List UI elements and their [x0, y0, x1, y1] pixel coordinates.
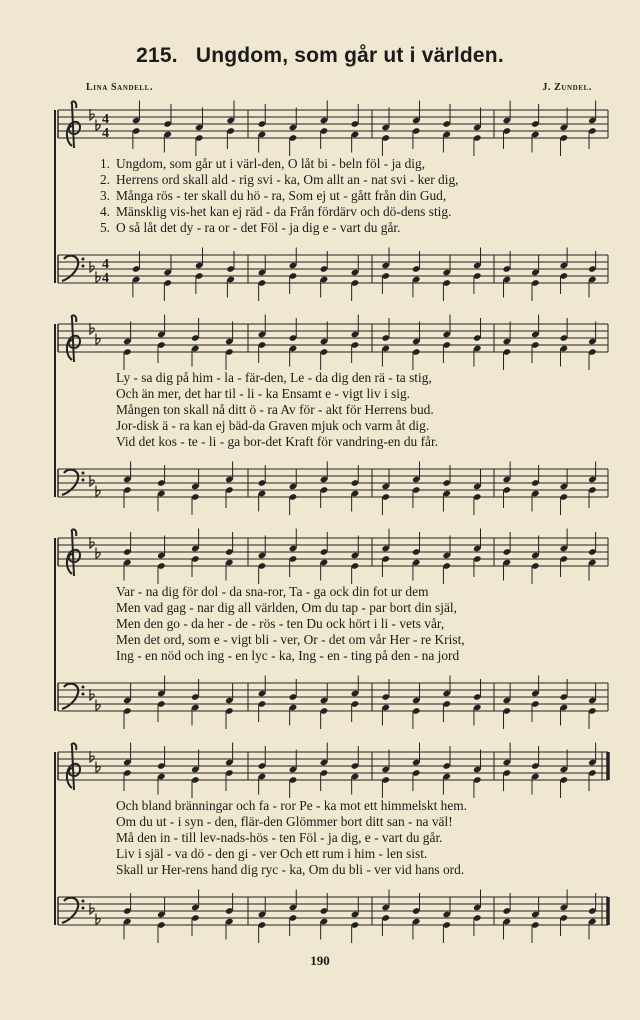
hymn-title-line: [0, 44, 640, 68]
bass-staff-2: [50, 455, 616, 525]
bass-staff-1: [50, 241, 616, 311]
bass-clef-icon: [62, 898, 78, 923]
bass-staff-3: [50, 669, 616, 739]
hymn-title: Ungdom, som går ut i världen.: [195, 44, 504, 67]
time-signature-bottom: 4: [102, 126, 109, 141]
verse-line: Men den go - da her - de - rös - ten Du ock hört i li - vets vår,: [116, 616, 445, 631]
flat-icon: [96, 272, 100, 283]
flat-icon: [96, 548, 100, 559]
time-signature-top: 4: [102, 112, 109, 127]
flat-icon: [90, 323, 94, 334]
verse-line: Jor-disk ä - ra kan ej bäd-da Graven mjuk och varm åt dig.: [116, 418, 430, 433]
treble-clef-icon: [67, 529, 80, 576]
bass-clef-icon: [62, 256, 78, 281]
flat-icon: [90, 475, 94, 486]
flat-icon: [96, 914, 100, 925]
verse-line: Om du ut - i syn - den, flär-den Glömmer bort ditt san - na väl!: [116, 814, 453, 829]
bass-clef-dot: [82, 265, 85, 268]
time-signature-top: 4: [102, 257, 109, 272]
lyrics-block-4: [50, 798, 616, 878]
bass-staff-4: [50, 883, 616, 953]
treble-clef-icon: [67, 101, 80, 148]
flat-icon: [96, 120, 100, 131]
lyrics-block-3: [50, 584, 616, 664]
verse-line: 2. Herrens ord skall ald - rig svi - ka, Om allt an - nat svi - ker dig,: [99, 172, 459, 187]
composer-credit: J. Zundel.: [542, 82, 592, 93]
system-bracket: [52, 752, 58, 967]
verse-line: Men vad gag - nar dig all världen, Om du tap - par bort din själ,: [116, 600, 457, 615]
treble-clef-icon: [67, 315, 80, 362]
hymn-number: 215.: [136, 44, 178, 67]
verse-line: Var - na dig för dol - da sna-ror, Ta - ga ock din fot ur dem: [116, 584, 429, 599]
verse-line: Ing - en nöd och ing - en lyc - ka, Ing - en - ting på den - na jord: [116, 648, 460, 663]
flat-icon: [90, 537, 94, 548]
bass-clef-dot: [82, 900, 85, 903]
system-bracket: [52, 324, 58, 539]
verse-line: 3. Många rös - ter skall du hö - ra, Som ej ut - gått från din Gud,: [99, 188, 447, 203]
author-credit: Lina Sandell.: [86, 82, 154, 93]
bass-clef-dot: [82, 693, 85, 696]
flat-icon: [90, 751, 94, 762]
bass-clef-dot: [82, 907, 85, 910]
verse-line: Och än mer, det har til - li - ka Ensamt e - vigt liv i sig.: [116, 386, 410, 401]
flat-icon: [90, 109, 94, 120]
page-number: 190: [310, 953, 330, 968]
system-bracket: [52, 110, 58, 325]
verse-line: Liv i själ - va dö - den gi - ver Och ett rum i him - len sist.: [116, 846, 428, 861]
bass-clef-dot: [82, 472, 85, 475]
bass-clef-dot: [82, 479, 85, 482]
verse-line: Må den in - till lev-nads-hös - ten Föl - ja dig, e - vart du går.: [116, 830, 443, 845]
verse-line: Mången ton skall nå ditt ö - ra Av för - akt för Herrens bud.: [116, 402, 434, 417]
verse-line: 1. Ungdom, som går ut i värl-den, O låt bi - beln föl - ja dig,: [99, 156, 426, 171]
flat-icon: [90, 903, 94, 914]
flat-icon: [90, 689, 94, 700]
bass-clef-icon: [62, 684, 78, 709]
bass-clef-dot: [82, 258, 85, 261]
verse-line: Och bland bränningar och fa - ror Pe - ka mot ett himmelskt hem.: [116, 798, 468, 813]
lyrics-block-2: [50, 370, 616, 450]
flat-icon: [96, 486, 100, 497]
flat-icon: [96, 762, 100, 773]
time-signature-bottom: 4: [102, 271, 109, 286]
system-bracket: [52, 538, 58, 753]
verse-line: Vid det kos - te - li - ga bor-det Kraft för vandring-en du får.: [116, 434, 439, 449]
verse-line: Men det ord, som e - vigt bli - ver, Or - det om vår Her - re Krist,: [116, 632, 465, 647]
verse-line: Skall ur Her-rens hand dig ryc - ka, Om du bli - ver vid hans ord.: [116, 862, 465, 877]
verse-line: 4. Mänsklig vis-het kan ej räd - da Från fördärv och dö-dens stig.: [99, 204, 452, 219]
flat-icon: [96, 700, 100, 711]
verse-line: Ly - sa dig på him - la - fär-den, Le - da dig den rä - ta stig,: [116, 370, 432, 385]
bass-clef-icon: [62, 470, 78, 495]
flat-icon: [90, 261, 94, 272]
lyrics-block-1: [50, 156, 616, 236]
bass-clef-dot: [82, 686, 85, 689]
treble-clef-icon: [67, 743, 80, 790]
flat-icon: [96, 334, 100, 345]
verse-line: 5. O så låt det dy - ra or - det Föl - ja dig e - vart du går.: [99, 220, 401, 235]
